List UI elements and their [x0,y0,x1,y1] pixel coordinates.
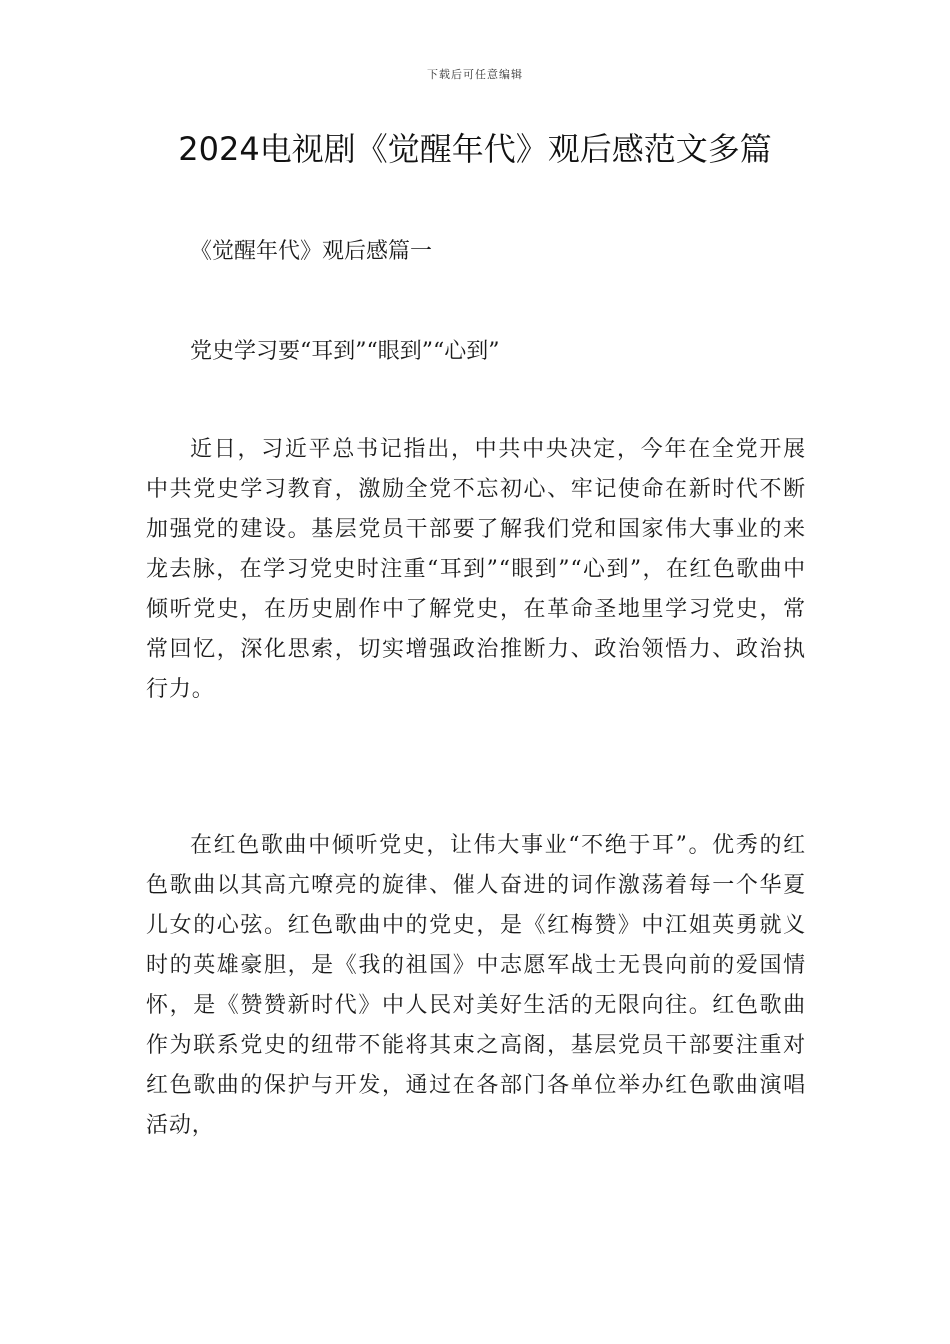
body-paragraph: 近日，习近平总书记指出，中共中央决定，今年在全党开展中共党史学习教育，激励全党不忘初心、牢记使命在新时代不断加强党的建设。基层党员干部要了解我们党和国家伟大事业的来龙去脉，在学习党史时注重“耳到”“眼到”“心到”，在红色歌曲中倾听党史，在历史剧作中了解党史，在革命圣地里学习党史，常常回忆，深化思索，切实增强政治推断力、政治领悟力、政治执行力。 [146,437,806,702]
body-paragraph: 在红色歌曲中倾听党史，让伟大事业“不绝于耳”。优秀的红色歌曲以其高亢嘹亮的旋律、催人奋进的词作激荡着每一个华夏儿女的心弦。红色歌曲中的党史，是《红梅赞》中江姐英勇就义时的英雄豪胆，是《我的祖国》中志愿军战士无畏向前的爱国情怀，是《赞赞新时代》中人民对美好生活的无限向往。红色歌曲作为联系党史的纽带不能将其束之高阁，基层党员干部要注重对红色歌曲的保护与开发，通过在各部门各单位举办红色歌曲演唱活动， [146,833,806,1138]
section-heading: 《觉醒年代》观后感篇一 [190,239,433,264]
topic-heading: 党史学习要“耳到”“眼到”“心到” [190,339,500,364]
document-title: 2024电视剧《觉醒年代》观后感范文多篇 [178,130,772,168]
header-note: 下载后可任意编辑 [427,68,523,81]
